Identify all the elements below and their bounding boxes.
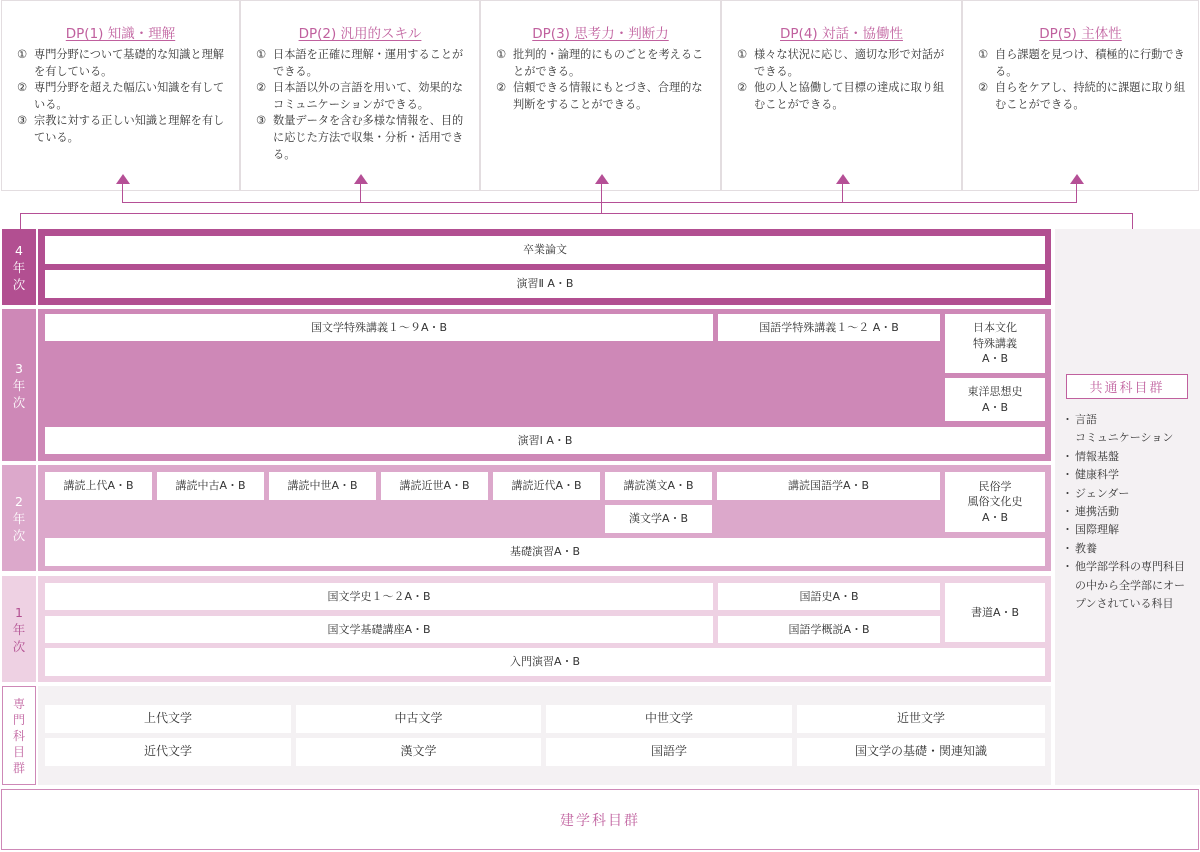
connector-line	[842, 184, 843, 202]
course-kokugo-special: 国語学特殊講義１〜２ A・B	[718, 314, 940, 341]
dp5-list	[978, 47, 1188, 113]
arrow-up-icon	[1070, 174, 1084, 184]
field-kanbungaku: 漢文学	[296, 738, 541, 766]
field-kiso-kanren: 国文学の基礎・関連知識	[797, 738, 1045, 766]
dp4-item: ② 他の人と協働して目標の達成に取り組むことができる。	[737, 81, 945, 111]
course-chuko: 講読中古A・B	[157, 472, 264, 500]
common-course-item: ・ 言語 コミュニケーション	[1065, 411, 1195, 448]
connector-line	[1132, 213, 1133, 229]
common-course-item: ・ 国際理解	[1065, 521, 1195, 539]
dp3-title: DP(3) 思考力・判断力	[532, 26, 669, 42]
dp4-item: ① 様々な状況に応じ、適切な形で対話ができる。	[737, 48, 945, 78]
dp2-title: DP(2) 汎用的スキル	[298, 26, 422, 42]
course-kiso-seminar: 基礎演習A・B	[45, 538, 1045, 566]
course-kiso-koza: 国文学基礎講座A・B	[45, 616, 713, 643]
course-kanbun: 講読漢文A・B	[605, 472, 712, 500]
dp2-box	[240, 0, 480, 191]
dp4-list	[737, 47, 951, 113]
dp1-title: DP(1) 知識・理解	[65, 26, 176, 42]
course-nyumon-seminar: 入門演習A・B	[45, 648, 1045, 676]
common-course-item: ・ ジェンダー	[1065, 485, 1195, 503]
arrow-up-icon	[836, 174, 850, 184]
course-kokugoshi: 国語史A・B	[718, 583, 940, 610]
common-course-item: ・ 連携活動	[1065, 503, 1195, 521]
common-course-item: ・ 他学部学科の専門科目の中から全学部にオープンされている科目	[1065, 558, 1195, 613]
course-seminar1: 演習Ⅰ A・B	[45, 427, 1045, 454]
course-nihon-bunka: 日本文化 特殊講義 A・B	[945, 314, 1045, 373]
course-kinsei: 講読近世A・B	[381, 472, 488, 500]
course-shodo: 書道A・B	[945, 583, 1045, 642]
course-chusei: 講読中世A・B	[269, 472, 376, 500]
connector-line	[601, 184, 602, 214]
field-chuko: 中古文学	[296, 705, 541, 733]
course-jodai: 講読上代A・B	[45, 472, 152, 500]
course-kokugogaku: 講読国語学A・B	[717, 472, 940, 500]
year1-label: 1 年 次	[2, 576, 36, 682]
connector-line	[20, 213, 21, 229]
common-courses-title: 共通科目群	[1066, 374, 1188, 399]
common-courses-list	[1065, 411, 1195, 613]
field-chusei: 中世文学	[546, 705, 792, 733]
year3-label: 3 年 次	[2, 309, 36, 461]
course-kokubun-special: 国文学特殊講義１〜９A・B	[45, 314, 713, 341]
dp5-box	[962, 0, 1199, 191]
dp3-item: ② 信頼できる情報にもとづき、合理的な判断をすることができる。	[496, 81, 703, 111]
dp5-item: ② 自らをケアし、持続的に課題に取り組むことができる。	[978, 81, 1186, 111]
common-course-item: ・ 健康科学	[1065, 466, 1195, 484]
dp3-list	[496, 47, 710, 113]
connector-line	[122, 202, 1077, 203]
dp3-box	[480, 0, 721, 191]
course-kokugogaku-gairon: 国語学概説A・B	[718, 616, 940, 643]
dp4-title: DP(4) 対話・協働性	[780, 26, 903, 42]
dp1-list	[17, 47, 229, 147]
course-seminar2: 演習Ⅱ A・B	[45, 270, 1045, 298]
dp2-item: ③ 数量データを含む多様な情報を、目的に応じた方法で収集・分析・活用できる。	[256, 114, 464, 161]
connector-line	[1076, 184, 1077, 202]
arrow-up-icon	[595, 174, 609, 184]
dp1-item: ③ 宗教に対する正しい知識と理解を有している。	[17, 114, 225, 144]
dp2-list	[256, 47, 469, 163]
dp2-item: ② 日本語以外の言語を用いて、効果的なコミュニケーションができる。	[256, 81, 463, 111]
course-toyo-shisoshi: 東洋思想史 A・B	[945, 378, 1045, 421]
course-minzoku: 民俗学 風俗文化史 A・B	[945, 472, 1045, 532]
common-course-item: ・ 教養	[1065, 540, 1195, 558]
common-course-item: ・ 情報基盤	[1065, 448, 1195, 466]
dp4-box	[721, 0, 962, 191]
course-bungakushi: 国文学史１〜２A・B	[45, 583, 713, 610]
dp1-item: ① 専門分野について基礎的な知識と理解を有している。	[17, 48, 224, 78]
dp1-box	[1, 0, 240, 191]
year2-label: 2 年 次	[2, 465, 36, 571]
field-kinsei: 近世文学	[797, 705, 1045, 733]
senmon-label: 専 門 科 目 群	[2, 686, 36, 785]
connector-line	[20, 213, 1133, 214]
arrow-up-icon	[116, 174, 130, 184]
connector-line	[122, 184, 123, 202]
dp3-item: ① 批判的・論理的にものごとを考えることができる。	[496, 48, 704, 78]
senmon-block	[38, 686, 1051, 785]
course-kindai: 講読近代A・B	[493, 472, 600, 500]
arrow-up-icon	[354, 174, 368, 184]
dp1-item: ② 専門分野を超えた幅広い知識を有している。	[17, 81, 225, 111]
course-kanbungaku: 漢文学A・B	[605, 505, 712, 533]
dp5-title: DP(5) 主体性	[1039, 26, 1122, 42]
field-kindai: 近代文学	[45, 738, 291, 766]
kengaku-course-group: 建学科目群	[1, 789, 1199, 850]
dp2-item: ① 日本語を正確に理解・運用することができる。	[256, 48, 464, 78]
field-jodai: 上代文学	[45, 705, 291, 733]
dp5-item: ① 自ら課題を見つけ、積極的に行動できる。	[978, 48, 1185, 78]
course-thesis: 卒業論文	[45, 236, 1045, 264]
connector-line	[360, 184, 361, 202]
year4-label: 4 年 次	[2, 229, 36, 305]
field-kokugogaku: 国語学	[546, 738, 792, 766]
